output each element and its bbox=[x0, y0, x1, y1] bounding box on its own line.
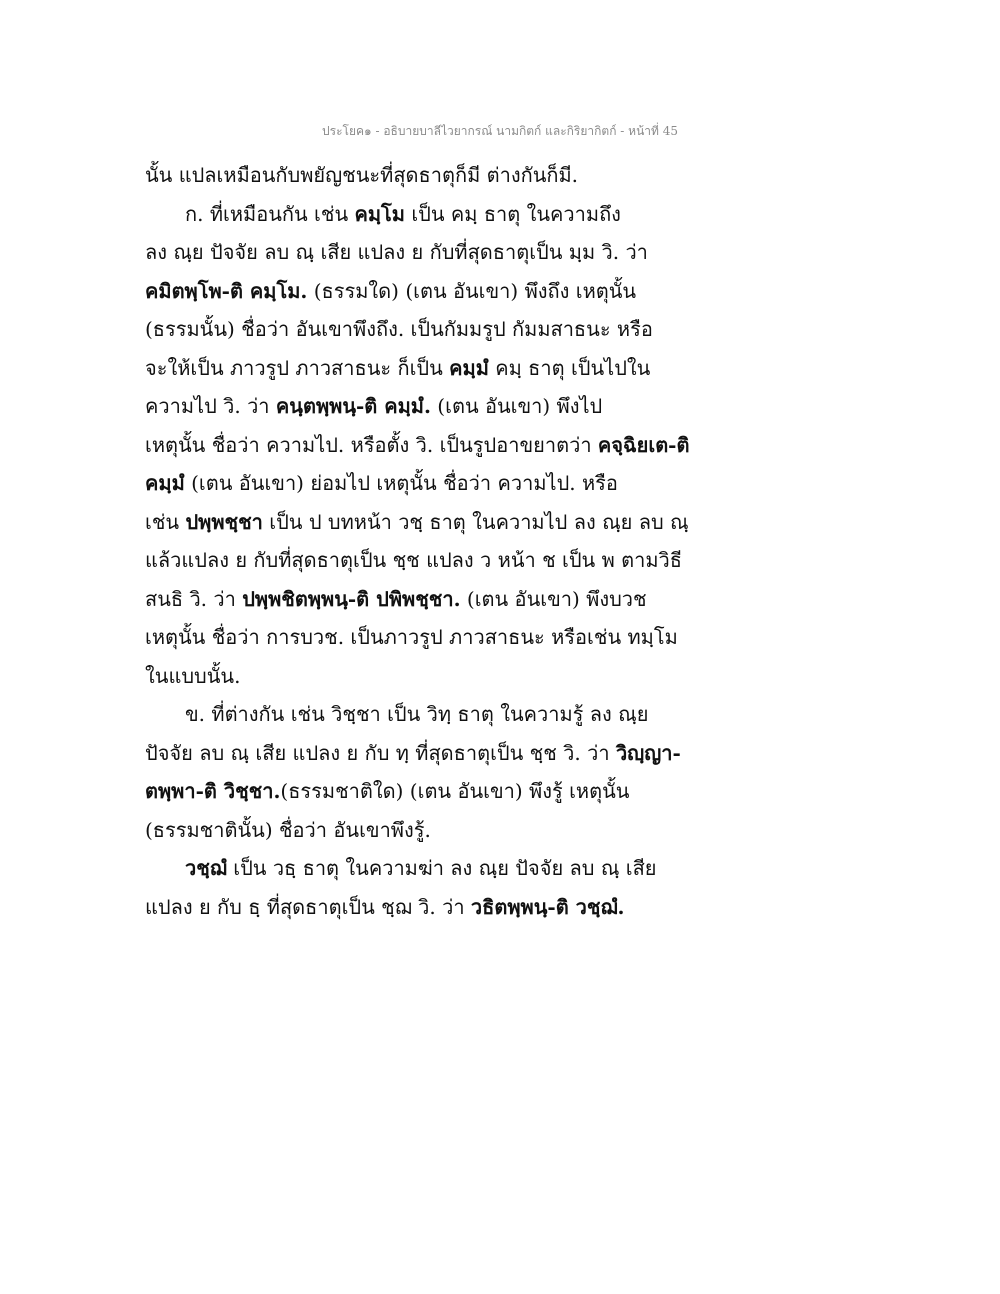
text-line bbox=[145, 772, 865, 811]
text-segment: (ธรรมใด) (เตน อันเขา) พึงถึง เหตุนั้น bbox=[307, 278, 637, 303]
pali-term: ปพฺพชฺชา bbox=[185, 509, 263, 534]
text-segment: ปัจจัย ลบ ณฺ เสีย แปลง ย กับ ทฺ ที่สุดธาตุเป็น ชฺช วิ. ว่า bbox=[145, 740, 616, 765]
body-text bbox=[145, 156, 865, 926]
text-line bbox=[145, 233, 865, 272]
text-line bbox=[145, 849, 865, 888]
pali-term: คจฺฉิยเต-ติ bbox=[597, 432, 690, 457]
text-line bbox=[145, 695, 865, 734]
pali-term: คมิตพฺโพ-ติ คมฺโม. bbox=[145, 278, 308, 303]
text-segment: เหตุนั้น ชื่อว่า การบวช. เป็นภาวรูป ภาวสาธนะ หรือเช่น ทมฺโม bbox=[145, 625, 678, 649]
text-line bbox=[145, 541, 865, 580]
text-segment: นั้น แปลเหมือนกับพยัญชนะที่สุดธาตุก็มี ต่างกันก็มี. bbox=[145, 163, 579, 187]
text-segment: เป็น วธฺ ธาตุ ในความฆ่า ลง ณฺย ปัจจัย ลบ ณฺ เสีย bbox=[226, 856, 657, 880]
text-line bbox=[145, 387, 865, 426]
text-line bbox=[145, 156, 865, 195]
pali-term: วชฺฌํ bbox=[185, 856, 227, 880]
text-segment: เช่น bbox=[145, 509, 186, 534]
text-segment: (เตน อันเขา) พึงไป bbox=[430, 394, 603, 418]
text-segment: จะให้เป็น ภาวรูป ภาวสาธนะ ก็เป็น bbox=[145, 355, 450, 380]
text-segment: แปลง ย กับ ธฺ ที่สุดธาตุเป็น ชฺฌ วิ. ว่า bbox=[145, 894, 471, 919]
text-segment: คมฺ ธาตุ เป็นไปใน bbox=[488, 355, 651, 380]
text-line bbox=[145, 657, 865, 696]
text-segment: ข. ที่ต่างกัน เช่น วิชฺชา เป็น วิทฺ ธาตุ ในความรู้ ลง ณฺย bbox=[185, 702, 649, 726]
text-line bbox=[145, 580, 865, 619]
text-line bbox=[145, 272, 865, 311]
text-line bbox=[145, 426, 865, 465]
text-segment: (ธรรมนั้น) ชื่อว่า อันเขาพึงถึง. เป็นกัมมรูป กัมมสาธนะ หรือ bbox=[145, 317, 653, 341]
pali-term: คมฺโม bbox=[354, 201, 405, 226]
text-line bbox=[145, 310, 865, 349]
text-segment: สนธิ วิ. ว่า bbox=[145, 586, 243, 611]
text-segment: เป็น คมฺ ธาตุ ในความถึง bbox=[404, 201, 621, 226]
pali-term: คมฺมํ bbox=[449, 355, 489, 380]
text-line bbox=[145, 734, 865, 773]
pali-term: วิญฺญา- bbox=[615, 740, 681, 765]
text-segment: (เตน อันเขา) ย่อมไป เหตุนั้น ชื่อว่า ความไป. หรือ bbox=[184, 471, 618, 495]
text-line bbox=[145, 503, 865, 542]
text-line bbox=[145, 195, 865, 234]
text-segment: ก. ที่เหมือนกัน เช่น bbox=[185, 201, 355, 226]
text-segment: ความไป วิ. ว่า bbox=[145, 394, 276, 418]
text-segment: (ธรรมชาติใด) (เตน อันเขา) พึงรู้ เหตุนั้น bbox=[280, 779, 630, 803]
text-line bbox=[145, 888, 865, 927]
pali-term: ปพฺพชิตพฺพนฺ-ติ ปพิพชฺชา. bbox=[242, 586, 461, 611]
text-segment: ในแบบนั้น. bbox=[145, 663, 241, 688]
text-segment: แล้วแปลง ย กับที่สุดธาตุเป็น ชฺช แปลง ว หน้า ช เป็น พ ตามวิธี bbox=[145, 548, 682, 572]
text-line bbox=[145, 349, 865, 388]
running-header: ประโยค๑ - อธิบายบาลีไวยากรณ์ นามกิตก์ และกิริยากิตก์ - หน้าที่ 45 bbox=[322, 124, 678, 138]
pali-term: คมฺมํ bbox=[145, 471, 185, 495]
text-segment: (เตน อันเขา) พึงบวช bbox=[460, 586, 647, 611]
text-segment: เป็น ป บทหน้า วชฺ ธาตุ ในความไป ลง ณฺย ลบ ณฺ bbox=[262, 509, 689, 534]
text-line bbox=[145, 811, 865, 850]
text-line bbox=[145, 618, 865, 657]
text-segment: ลง ณฺย ปัจจัย ลบ ณฺ เสีย แปลง ย กับที่สุดธาตุเป็น มฺม วิ. ว่า bbox=[145, 240, 648, 264]
text-line bbox=[145, 464, 865, 503]
pali-term: คนฺตพฺพนฺ-ติ คมฺมํ. bbox=[275, 394, 431, 418]
pali-term: วธิตพฺพนฺ-ติ วชฺฌํ. bbox=[470, 894, 625, 919]
text-segment: เหตุนั้น ชื่อว่า ความไป. หรือตั้ง วิ. เป็นรูปอาขยาตว่า bbox=[145, 432, 598, 457]
pali-term: ตพฺพา-ติ วิชฺชา. bbox=[145, 779, 281, 803]
text-segment: (ธรรมชาตินั้น) ชื่อว่า อันเขาพึงรู้. bbox=[145, 817, 431, 842]
